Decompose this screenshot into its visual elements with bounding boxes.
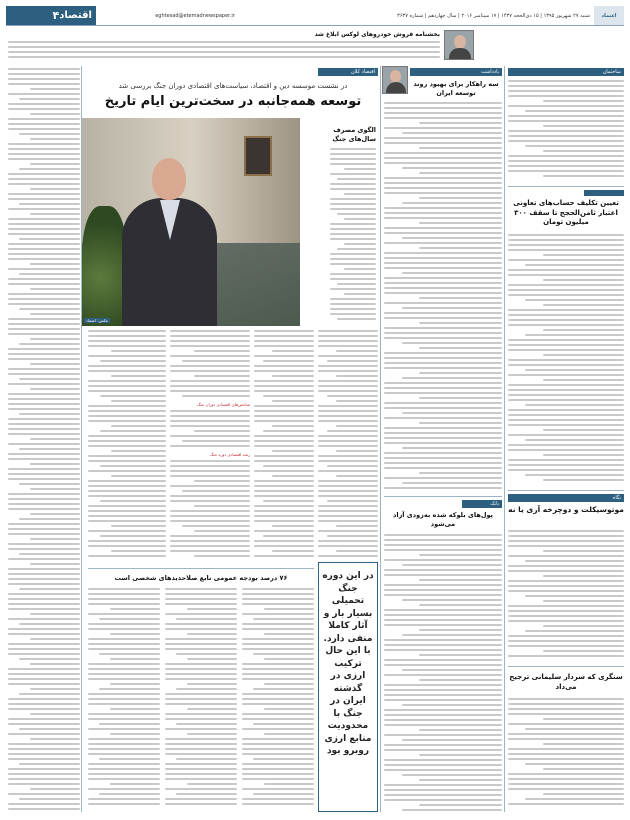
col2-kicker: یادداشت bbox=[410, 68, 502, 76]
column-rule bbox=[504, 66, 505, 812]
pull-quote: در این دوره جنگ تحمیلی بسیار بار و آثار کاملا منفی دارد. با این حال ترکیب ارزی در گذشته ایران در جنگ با محدودیت منابع ارزی روبرو بود bbox=[322, 571, 374, 756]
bottom-headline: ۷۶ درصد بودجه عمومی نابع صلاحدیدهای شخصی است bbox=[114, 574, 288, 582]
right-story3-kicker: نگاه bbox=[508, 494, 624, 502]
sidebar-body bbox=[330, 148, 376, 326]
main-body-col3 bbox=[170, 330, 250, 400]
main-subhead: در نشست موسسه دین و اقتصاد، سیاست‌های اقتصادی دوران جنگ بررسی شد bbox=[118, 82, 348, 90]
right-story3-body bbox=[508, 530, 624, 662]
red-subhead-1: شاخص‌های اقتصادی دوران جنگ bbox=[197, 402, 250, 407]
bottom-body-col2 bbox=[165, 588, 237, 812]
main-headline: توسعه همه‌جانبه در سخت‌ترین ایام تاریخ bbox=[104, 94, 362, 109]
date-line: شنبه ۲۷ شهریور ۱۳۹۵ | ۱۵ ذی‌الحجه ۱۴۳۷ | ۱۷ سپتامبر ۲۰۱۶ | سال چهاردهم | شماره ۳۶۳۷ bbox=[397, 12, 590, 19]
main-body-col3c bbox=[170, 460, 250, 564]
main-photo bbox=[82, 118, 300, 326]
top-story-photo bbox=[444, 30, 474, 60]
divider bbox=[508, 186, 624, 187]
column-rule bbox=[380, 66, 381, 812]
main-body-col1 bbox=[318, 330, 378, 564]
bottom-body-col1 bbox=[242, 588, 314, 812]
red-subhead-2: رشد اقتصادی دوره جنگ bbox=[209, 452, 250, 457]
photo-credit: عکس: اعتماد bbox=[86, 318, 109, 323]
main-body-col3b bbox=[170, 410, 250, 450]
section-label bbox=[6, 6, 96, 25]
right-kicker: ساختمان bbox=[508, 68, 624, 76]
divider bbox=[384, 496, 502, 497]
col2-body bbox=[384, 102, 502, 492]
right-story3-headline: موتوسیکلت و دوچرخه آری یا نه bbox=[508, 505, 624, 514]
main-kicker: اقتصاد کلان bbox=[318, 68, 378, 76]
divider bbox=[88, 568, 314, 569]
main-body-col4 bbox=[88, 330, 166, 564]
col2-story2-kicker: بانک bbox=[462, 500, 502, 508]
left-col-body bbox=[8, 68, 80, 812]
bottom-body-col3 bbox=[88, 588, 160, 812]
email-address[interactable]: eghtesad@etemadnewspaper.ir bbox=[155, 12, 235, 19]
main-body-col2 bbox=[254, 330, 314, 564]
masthead bbox=[6, 6, 624, 26]
col2-story2-body bbox=[384, 534, 502, 812]
right-story2-body bbox=[508, 234, 624, 484]
section-name: اقتصاد bbox=[59, 10, 92, 21]
divider bbox=[508, 490, 624, 491]
top-story-body bbox=[8, 41, 440, 63]
page-number: ۴ bbox=[52, 9, 60, 22]
sidebar-title: الگوی مصرف سال‌های جنگ bbox=[332, 126, 376, 143]
top-story-headline: بخشنامه فروش خودروهای لوکس ابلاغ شد bbox=[314, 31, 440, 38]
right-story2-headline: تعیین تکلیف حساب‌های تعاونی اعتبار ثامن‌الحجج تا سقف ۳۰۰ میلیون تومان bbox=[513, 199, 619, 226]
divider bbox=[508, 666, 624, 667]
author-photo bbox=[382, 66, 408, 94]
col2-headline: سه راهکار برای بهبود روند توسعه ایران bbox=[413, 80, 499, 97]
right-story2-kicker bbox=[584, 190, 624, 196]
column-rule bbox=[81, 66, 82, 812]
right-story4-body bbox=[508, 698, 624, 810]
right-story1-body bbox=[508, 80, 624, 182]
col2-story2-headline: پول‌های بلوکه شده به‌زودی آزاد می‌شود bbox=[393, 511, 493, 528]
newspaper-logo: اعتماد bbox=[594, 6, 624, 25]
right-story4-headline: سنگری که سردار سلیمانی ترجیح می‌داد bbox=[509, 673, 623, 691]
